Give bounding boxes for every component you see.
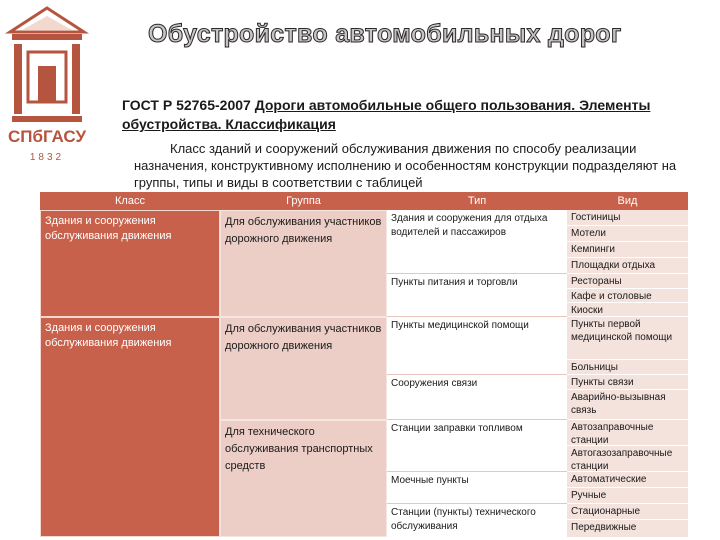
- kind-cell-17: Передвижные: [567, 520, 688, 537]
- class-label-1: Здания и сооружения обслуживания движения: [45, 215, 172, 242]
- standard-prefix: ГОСТ Р 52765-2007: [122, 97, 255, 113]
- university-logo: [4, 4, 90, 164]
- kind-cell-7: Киоски: [567, 303, 688, 317]
- page-title: Обустройство автомобильных дорог: [148, 20, 622, 48]
- type-cell-5: Станции заправки топливом: [387, 420, 567, 472]
- kind-cell-10: Пункты связи: [567, 375, 688, 390]
- type-cell-6: Моечные пункты: [387, 472, 567, 504]
- kind-cell-15: Ручные: [567, 488, 688, 504]
- kind-cell-12: Автозаправочные станции: [567, 420, 688, 446]
- class-cell-1: [40, 210, 220, 317]
- kind-cell-2: Мотели: [567, 226, 688, 242]
- type-cell-7: Станции (пункты) технического обслуживания: [387, 504, 567, 537]
- class-label-2: Здания и сооружения обслуживания движения: [45, 322, 172, 349]
- logo-year: 1832: [29, 152, 65, 163]
- intro-paragraph: Класс зданий и сооружений обслуживания движения по способу реализации назначения, конструктивному исполнению и особенностям конструкции подразделяют на группы, типы и виды в соответствии с таблицей: [134, 141, 677, 190]
- type-cell-1: Здания и сооружения для отдыха водителей и пассажиров: [387, 210, 567, 274]
- kind-cell-13: Автогазозаправочные станции: [567, 446, 688, 472]
- header-type: Тип: [387, 192, 567, 210]
- classification-table: [40, 192, 688, 537]
- kind-cell-8: Пункты первой медицинской помощи: [567, 317, 688, 360]
- kind-cell-9: Больницы: [567, 360, 688, 375]
- standard-title-link[interactable]: Дороги автомобильные общего пользования. Элементы обустройства. Классификация: [122, 97, 651, 132]
- kind-cell-5: Рестораны: [567, 274, 688, 289]
- group-cell-3: Для технического обслуживания транспортных средств: [220, 420, 387, 537]
- standard-reference: [122, 96, 682, 134]
- header-kind: Вид: [567, 192, 688, 210]
- kind-cell-6: Кафе и столовые: [567, 289, 688, 303]
- type-cell-2: Пункты питания и торговли: [387, 274, 567, 317]
- class-cell-2: [40, 317, 220, 537]
- kind-cell-4: Площадки отдыха: [567, 258, 688, 274]
- header-class: Класс: [40, 192, 220, 210]
- header-group: Группа: [220, 192, 387, 210]
- group-cell-1: Для обслуживания участников дорожного движения: [220, 210, 387, 317]
- type-cell-4: Сооружения связи: [387, 375, 567, 420]
- type-cell-3: Пункты медицинской помощи: [387, 317, 567, 375]
- group-cell-2: Для обслуживания участников дорожного движения: [220, 317, 387, 420]
- kind-cell-11: Аварийно-вызывная связь: [567, 390, 688, 420]
- logo-text: СПбГАСУ: [7, 127, 87, 146]
- kind-cell-16: Стационарные: [567, 504, 688, 520]
- kind-cell-14: Автоматические: [567, 472, 688, 488]
- kind-cell-1: Гостиницы: [567, 210, 688, 226]
- kind-cell-3: Кемпинги: [567, 242, 688, 258]
